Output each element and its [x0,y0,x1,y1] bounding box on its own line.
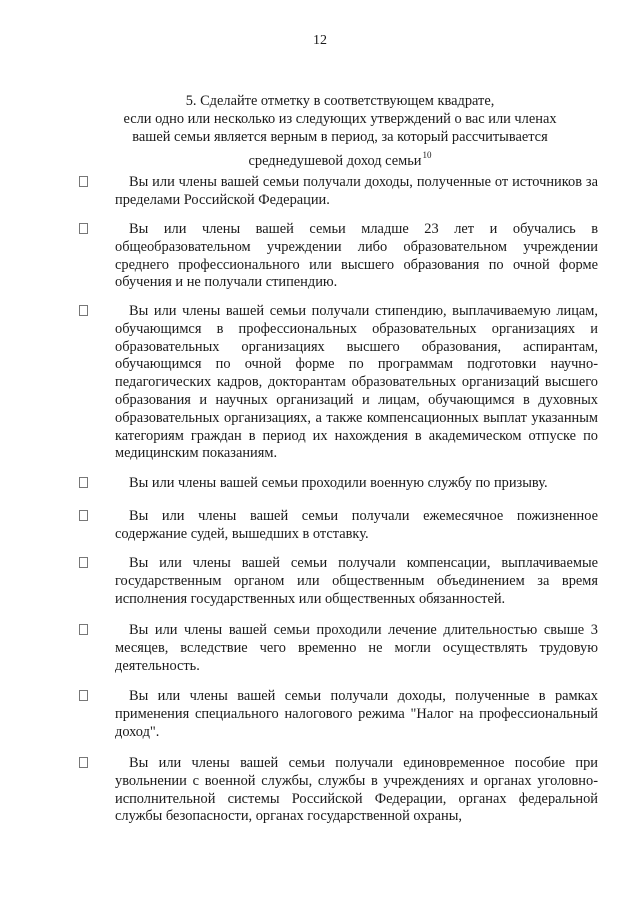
statement-text: Вы или члены вашей семьи младше 23 лет и обучались в общеобразовательном учреждении либо образовательном учреждении среднего профессионального или высшего образования по очной форме обучения и не получали стипендию. [115,221,598,291]
heading-line-text: среднедушевой доход семьи [248,153,422,169]
statement-text: Вы или члены вашей семьи получали доходы, полученные от источников за пределами Российской Федерации. [115,174,598,208]
checkbox[interactable] [79,757,88,768]
heading-line-last [100,146,580,170]
checkbox[interactable] [79,624,88,635]
checkbox[interactable] [79,510,88,521]
statement-text: Вы или члены вашей семьи проходили военную службу по призыву. [129,475,548,491]
statement-text: Вы или члены вашей семьи получали доходы, полученные в рамках применения специального налогового режима "Налог на профессиональный доход". [115,688,598,740]
checkbox[interactable] [79,690,88,701]
page-number: 12 [313,33,327,48]
footnote-marker: 10 [422,150,432,160]
statement-text: Вы или члены вашей семьи получали стипендию, выплачиваемую лицам, обучающимся в профессиональных образовательных организациях и образовательных организациях высшего образования, аспирантам, обучающимся по очной форме по программам подготовки научно-педагогических кадров, докторантам образовательных организаций высшего образования и научных организаций и лицам, обучающимся в духовных образовательных организациях, а также компенсационных выплат указанным категориям граждан в период их нахождения в академическом отпуске по медицинским показаниям. [115,303,598,462]
checkbox[interactable] [79,305,88,316]
checkbox[interactable] [79,477,88,488]
statement-text: Вы или члены вашей семьи получали компенсации, выплачиваемые государственным органом или общественным объединением за время исполнения государственных или общественных обязанностей. [115,555,598,607]
checkbox[interactable] [79,176,88,187]
heading-line: если одно или несколько из следующих утверждений о вас или членах [123,111,557,127]
checkbox[interactable] [79,223,88,234]
heading-line: вашей семьи является верным в период, за который рассчитывается [132,129,548,145]
statement-text: Вы или члены вашей семьи получали единовременное пособие при увольнении с военной службы, службы в учреждениях и органах уголовно- исполнительной системы Российской Федерации, органах федеральной службы безопасности, органах государственной охраны, [115,755,598,825]
heading-line: 5. Сделайте отметку в соответствующем квадрате, [185,93,495,109]
section-heading [100,92,580,170]
statement-text: Вы или члены вашей семьи проходили лечение длительностью свыше 3 месяцев, вследствие чего временно не могли осуществлять трудовую деятельность. [115,622,598,674]
statement-text: Вы или члены вашей семьи получали ежемесячное пожизненное содержание судей, вышедших в отставку. [115,508,598,542]
checkbox[interactable] [79,557,88,568]
